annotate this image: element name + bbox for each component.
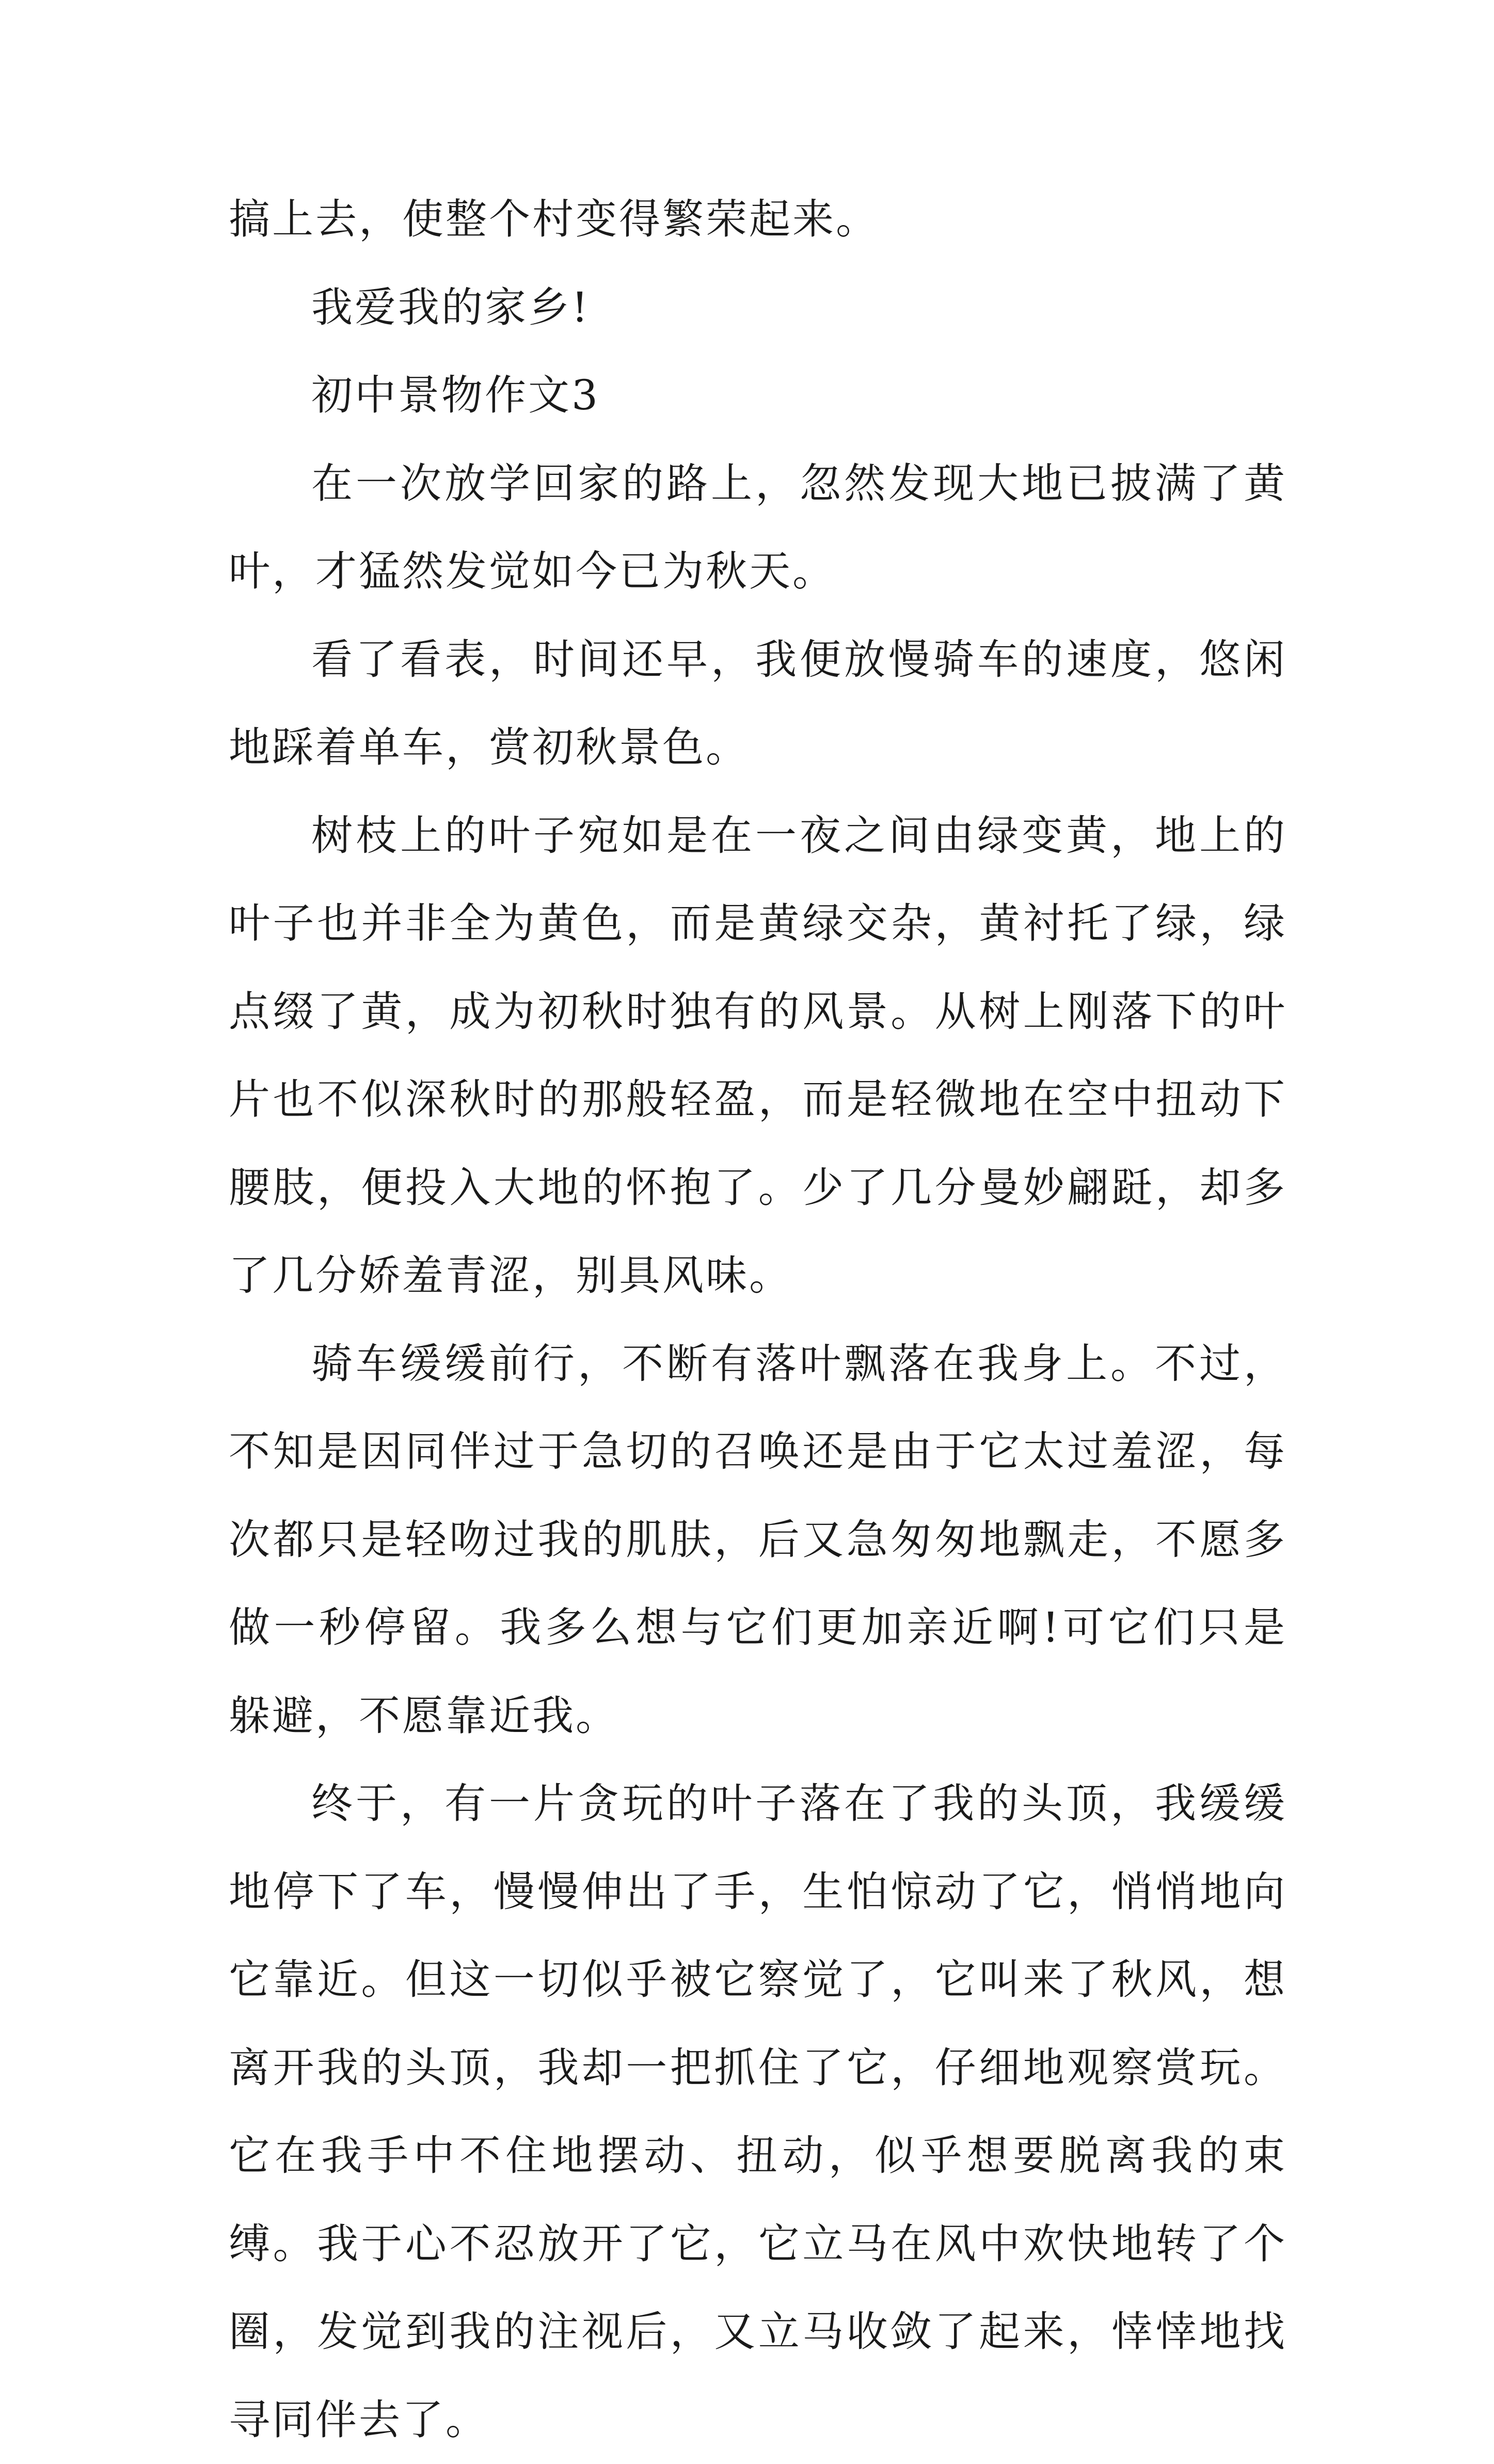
paragraph: 树枝上的叶子宛如是在一夜之间由绿变黄，地上的叶子也并非全为黄色，而是黄绿交杂，黄衬托了绿，绿点缀了黄，成为初秋时独有的风景。从树上刚落下的叶片也不似深秋时的那般轻盈，而是轻微地在空中扭动下腰肢，便投入大地的怀抱了。少了几分曼妙翩跹，却多了几分娇羞青涩，别具风味。 xyxy=(229,811,1287,1299)
paragraph: 终于，有一片贪玩的叶子落在了我的头顶，我缓缓地停下了车，慢慢伸出了手，生怕惊动了它，悄悄地向它靠近。但这一切似乎被它察觉了，它叫来了秋风，想离开我的头顶，我却一把抓住了它，仔细地观察赏玩。它在我手中不住地摆动、扭动，似乎想要脱离我的束缚。我于心不忍放开了它，它立马在风中欢快地转了个圈，发觉到我的注视后，又立马收敛了起来，悻悻地找寻同伴去了。 xyxy=(229,1779,1287,2444)
essay-title: 初中景物作文3 xyxy=(311,371,600,419)
paragraph: 看了看表，时间还早，我便放慢骑车的速度，悠闲地踩着单车，赏初秋景色。 xyxy=(229,635,1287,771)
paragraph-exclamation: 我爱我的家乡! xyxy=(311,283,591,331)
document-body xyxy=(229,176,1287,2464)
paragraph: 骑车缓缓前行，不断有落叶飘落在我身上。不过，不知是因同伴过于急切的召唤还是由于它太过羞涩，每次都只是轻吻过我的肌肤，后又急匆匆地飘走，不愿多做一秒停留。我多么想与它们更加亲近啊!可它们只是躲避，不愿靠近我。 xyxy=(229,1339,1287,1740)
paragraph-continuation: 搞上去，使整个村变得繁荣起来。 xyxy=(229,195,879,243)
paragraph: 在一次放学回家的路上，忽然发现大地已披满了黄叶，才猛然发觉如今已为秋天。 xyxy=(229,459,1287,595)
